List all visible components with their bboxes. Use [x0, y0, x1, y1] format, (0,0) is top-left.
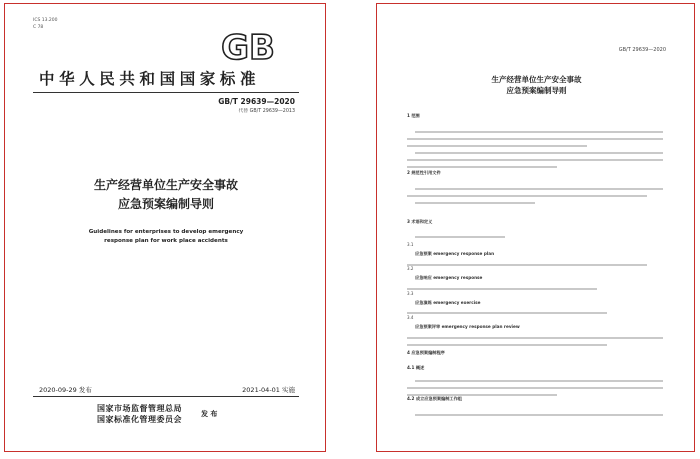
issue-word: 发 布 — [201, 410, 218, 418]
cover-page — [4, 3, 326, 452]
ccs-code: C 78 — [33, 25, 44, 30]
section-heading: 1 范围 — [407, 113, 420, 118]
text-line — [415, 380, 663, 382]
term-number: 3.4 — [407, 315, 414, 320]
header-rule — [33, 92, 299, 93]
cover-english-line2: response plan for work place accidents — [104, 238, 228, 244]
text-line — [407, 344, 607, 346]
term-number: 3.1 — [407, 242, 414, 247]
content-title-line1: 生产经营单位生产安全事故 — [491, 75, 582, 84]
text-line — [407, 312, 607, 314]
term-label: 应急响应 emergency response — [415, 275, 483, 280]
term-label: 应急预案评审 emergency response plan review — [415, 324, 520, 329]
text-line — [407, 145, 587, 147]
subsection-heading: 4.2 成立应急预案编制工作组 — [407, 396, 462, 401]
term-number: 3.3 — [407, 291, 414, 296]
term-label: 应急预案 emergency response plan — [415, 251, 495, 256]
subsection-heading: 4.1 概述 — [407, 365, 425, 370]
cover-title-line1: 生产经营单位生产安全事故 — [93, 178, 238, 192]
standard-name: 中华人民共和国国家标准 — [39, 70, 261, 88]
section-heading: 3 术语和定义 — [407, 219, 433, 224]
text-line — [407, 159, 663, 161]
text-line — [415, 188, 663, 190]
cover-title-line2: 应急预案编制导则 — [117, 197, 214, 211]
gb-logo-icon — [219, 26, 277, 66]
text-line — [407, 138, 663, 140]
text-line — [407, 337, 663, 339]
text-line — [415, 202, 535, 204]
text-line — [415, 152, 663, 154]
issuer-line1: 国家市场监督管理总局 — [97, 404, 182, 413]
standard-code: GB/T 29639—2020 — [218, 97, 295, 106]
content-page-code: GB/T 29639—2020 — [618, 47, 666, 53]
implement-date: 2021-04-01 实施 — [242, 386, 295, 394]
text-line — [407, 387, 663, 389]
text-line — [407, 166, 557, 168]
text-line — [407, 195, 647, 197]
content-title-line2: 应急预案编制导则 — [506, 86, 567, 95]
issuer-line2: 国家标准化管理委员会 — [97, 415, 182, 424]
content-page — [376, 3, 695, 452]
section-heading: 4 应急预案编制程序 — [407, 350, 445, 355]
section-heading: 2 规范性引用文件 — [407, 170, 441, 175]
footer-rule — [33, 396, 299, 397]
gb-logo-text: GB — [221, 28, 275, 66]
text-line — [407, 288, 597, 290]
text-line — [415, 414, 663, 416]
ics-code: ICS 13.200 — [33, 18, 58, 23]
replaces-code: 代替 GB/T 29639—2013 — [238, 109, 295, 114]
term-number: 3.2 — [407, 266, 414, 271]
term-label: 应急演练 emergency exercise — [415, 300, 481, 305]
publish-date: 2020-09-29 发布 — [39, 386, 92, 394]
text-line — [415, 236, 505, 238]
text-line — [407, 264, 647, 266]
text-line — [415, 131, 663, 133]
cover-english-line1: Guidelines for enterprises to develop emergency — [88, 229, 244, 235]
